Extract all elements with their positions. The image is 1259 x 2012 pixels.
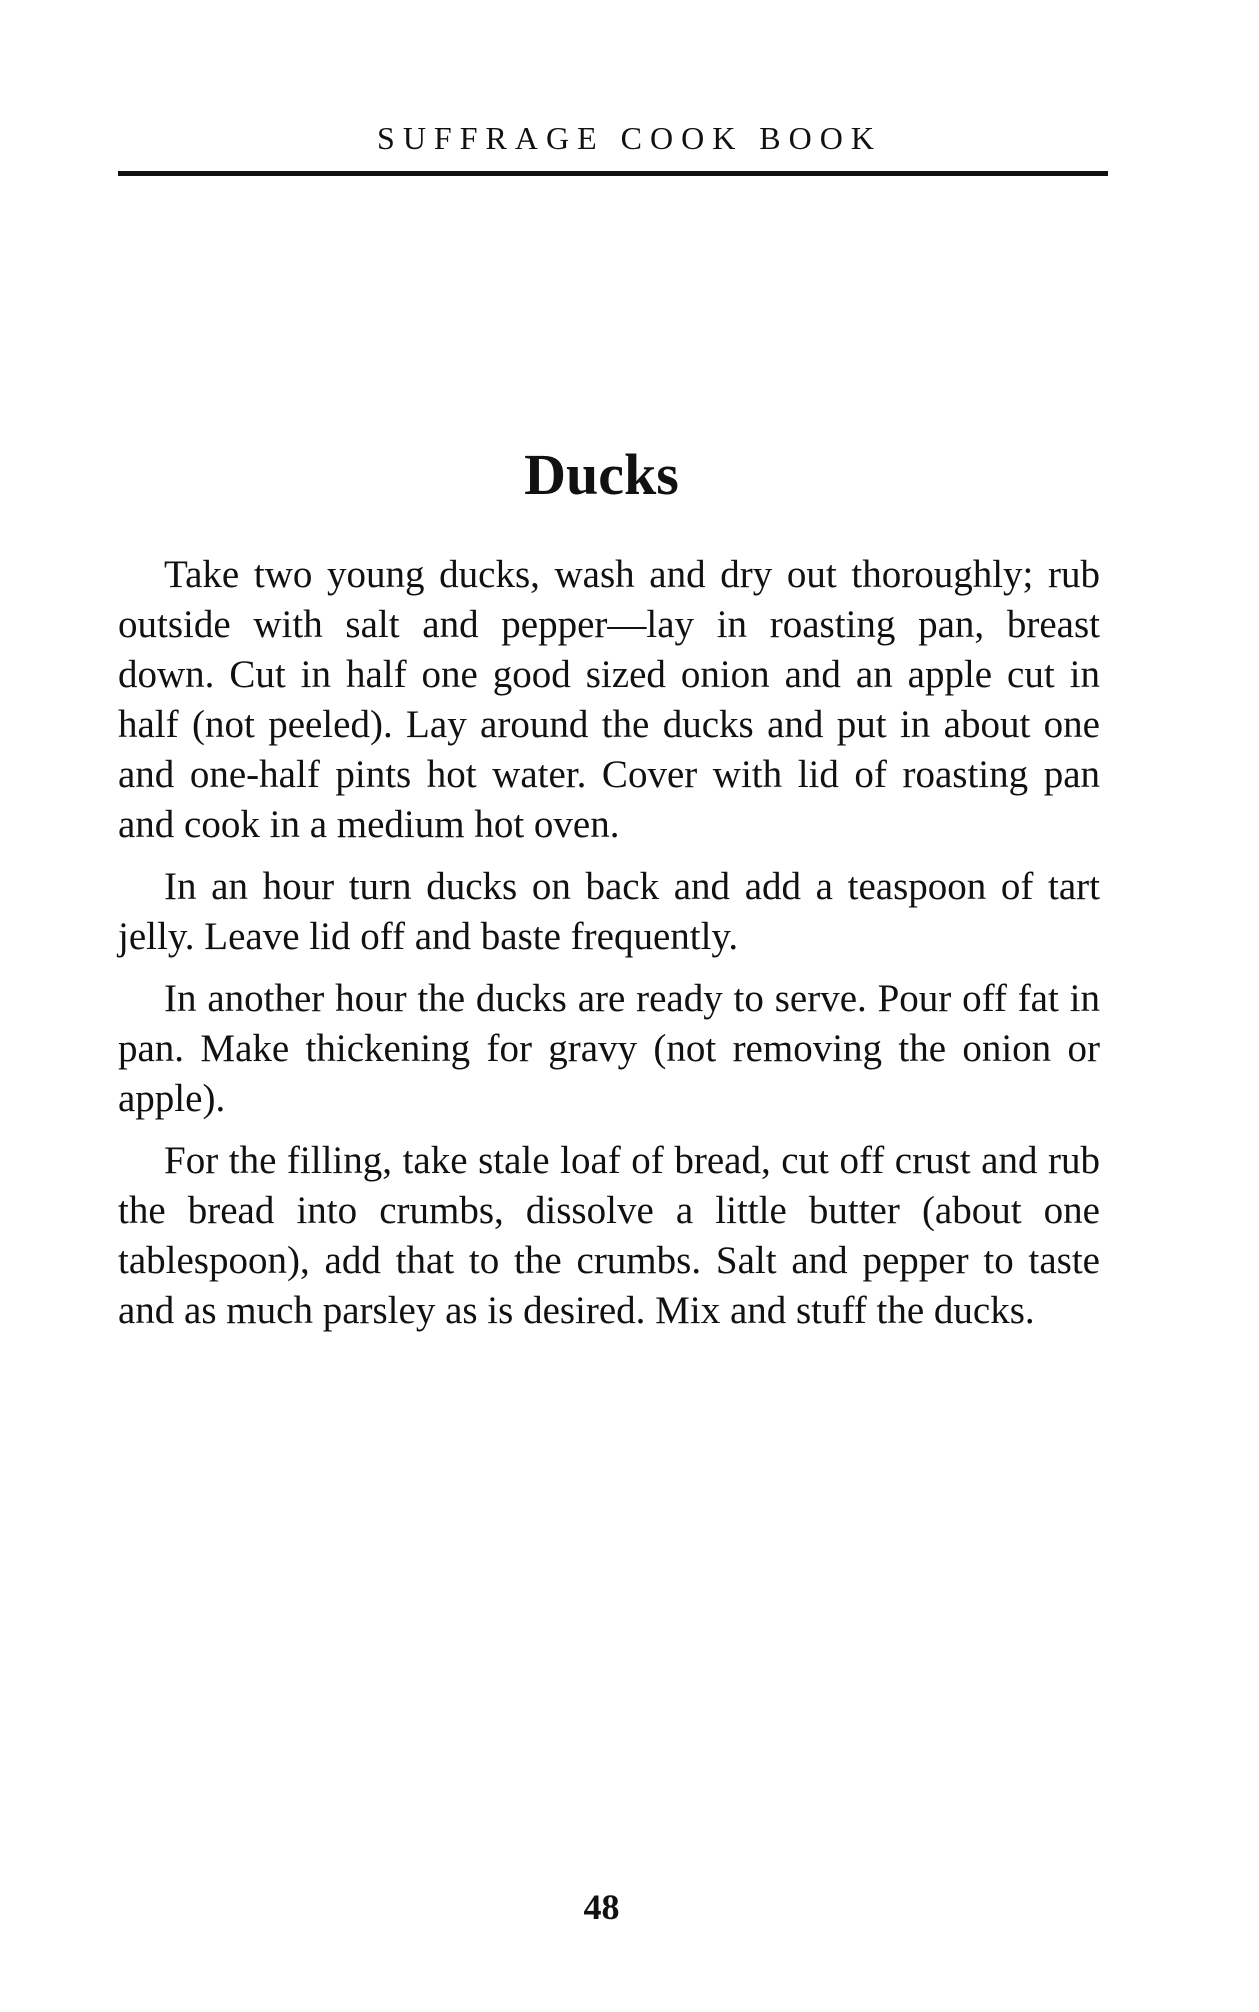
recipe-paragraph: Take two young ducks, wash and dry out thoroughly; rub outside with salt and pepper—lay in roasting pan, breast down. Cut in half one good sized onion and an apple cut in half (not peeled). Lay around the ducks and put in about one and one-half pints hot water. Cover with lid of roasting pan and cook in a medium hot oven. — [118, 553, 1100, 846]
recipe-paragraph: In an hour turn ducks on back and add a teaspoon of tart jelly. Leave lid off and baste frequently. — [118, 865, 1100, 958]
page-number: 48 — [583, 1887, 620, 1927]
recipe-body — [118, 550, 1100, 1348]
recipe-paragraph: In another hour the ducks are ready to serve. Pour off fat in pan. Make thickening for gravy (not removing the onion or apple). — [118, 977, 1100, 1120]
running-head: SUFFRAGE COOK BOOK — [377, 120, 882, 156]
recipe-paragraph: For the filling, take stale loaf of bread, cut off crust and rub the bread into crumbs, dissolve a little butter (about one tablespoon), add that to the crumbs. Salt and pepper to taste and as much parsley as is desired. Mix and stuff the ducks. — [118, 1139, 1100, 1332]
recipe-title: Ducks — [524, 442, 679, 507]
header-rule — [118, 171, 1108, 176]
